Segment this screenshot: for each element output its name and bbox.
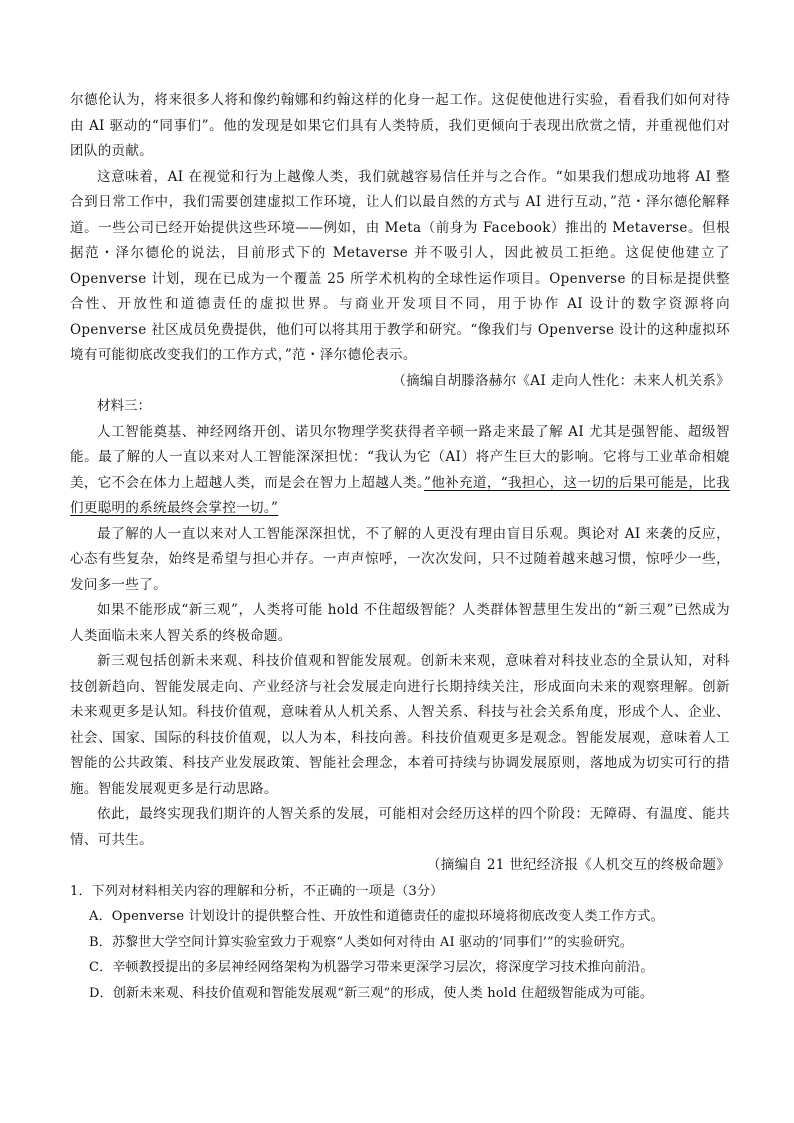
underlined-quote: ”他补充道，“我担心，这一切的后果可能是，比我们更聪明的系统最终会掌控一切。” [70,474,730,516]
source-citation-2: （摘编自 21 世纪经济报《人机交互的终极命题》 [427,857,730,873]
question-option-c: C．辛顿教授提出的多层神经网络架构为机器学习带来更深学习层次，将深度学习技术推向前沿。 [89,960,654,975]
question-stem: 1．下列对材料相关内容的理解和分析，不正确的一项是（3分） [70,883,444,899]
paragraph-6: 新三观包括创新未来观、科技价值观和智能发展观。创新未来观，意味着对科技业态的全景认知，对科技创新趋向、智能发展走向、产业经济与社会发展走向进行长期持续关注，形成面向未来的观察理解。创新未来观更多是认知。科技价值观，意味着从人机关系、人智关系、科技与社会关系角度，形成个人、企业、社会、国家、国际的科技价值观，以人为本，科技向善。科技价值观更多是观念。智能发展观，意味着人工智能的公共政策、科技产业发展政策、智能社会理念，本着可持续与协调发展原则，落地成为切实可行的措施。智能发展观更多是行动思路。 [70,653,730,797]
question-option-b: B．苏黎世大学空间计算实验室致力于观察“人类如何对待由 AI 驱动的‘同事们’”的实验研究。 [89,934,634,950]
material-3-heading: 材料三： [97,398,151,414]
paragraph-7: 依此，最终实现我们期许的人智关系的发展，可能相对会经历这样的四个阶段：无障碍、有温度、能共情、可共生。 [70,806,730,848]
document-page [70,88,730,1006]
paragraph-5: 如果不能形成“新三观”，人类将可能 hold 不住超级智能？人类群体智慧里生发出的“新三观”已然成为人类面临未来人智关系的终极命题。 [70,602,730,644]
question-option-a: A．Openverse 计划设计的提供整合性、开放性和道德责任的虚拟环境将彻底改变人类工作方式。 [89,909,664,924]
paragraph-2: 这意味着，AI 在视觉和行为上越像人类，我们就越容易信任并与之合作。“如果我们想成功地将 AI 整合到日常工作中，我们需要创建虚拟工作环境，让人们以最自然的方式与 AI 进行互动，”范・泽尔德伦解释道。一些公司已经开始提供这些环境——例如，由 Meta（前身为 Facebook）推出的 Metaverse。但根据范・泽尔德伦的说法，目前形式下的 Metaverse 并不吸引人，因此被员工拒绝。这促使他建立了 Openverse 计划，现在已成为一个覆盖 25 所学术机构的全球性运作项目。Openverse 的目标是提供整合性、开放性和道德责任的虚拟世界。与商业开发项目不同，用于协作 AI 设计的数字资源将向 Openverse 社区成员免费提供，他们可以将其用于教学和研究。“像我们与 Openverse 设计的这种虚拟环境有可能彻底改变我们的工作方式，”范・泽尔德伦表示。 [70,168,730,363]
paragraph-1: 尔德伦认为，将来很多人将和像约翰娜和约翰这样的化身一起工作。这促使他进行实验，看看我们如何对待由 AI 驱动的“同事们”。他的发现是如果它们具有人类特质，我们更倾向于表现出欣赏之情，并重视他们对团队的贡献。 [70,92,730,159]
question-option-d: D．创新未来观、科技价值观和智能发展观“新三观”的形成，使人类 hold 住超级智能成为可能。 [89,985,654,1001]
paragraph-3 [70,420,730,522]
paragraph-3-text: 人工智能奠基、神经网络开创、诺贝尔物理学奖获得者辛顿一路走来最了解 AI 尤其是强智能、超级智能。最了解的人一直以来对人工智能深深担忧：“我认为它（AI）将产生巨大的影响。它将与工业革命相媲美，它不会在体力上超越人类，而是会在智力上超越人类。 [70,423,730,491]
source-citation-1: （摘编自胡滕洛赫尔《AI 走向人性化：未来人机关系》 [392,372,730,389]
paragraph-4: 最了解的人一直以来对人工智能深深担忧，不了解的人更没有理由盲目乐观。舆论对 AI 来袭的反应，心态有些复杂，始终是希望与担心并存。一声声惊呼，一次次发问，只不过随着越来越习惯，惊呼少一些，发问多一些了。 [70,525,730,593]
